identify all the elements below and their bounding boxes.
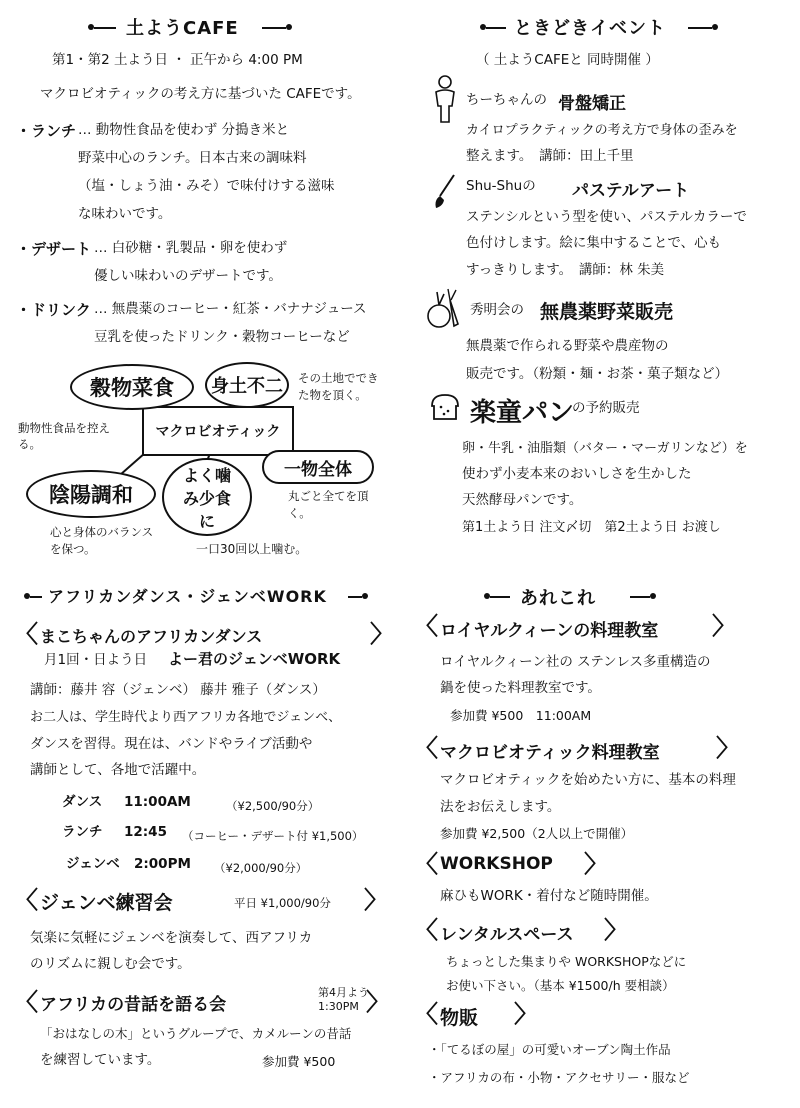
event-desc: すっきりします。 講師：林 朱美 [466,262,665,278]
misc-fee: 参加費 ¥500 11:00AM [450,708,592,723]
africa-line: 講師として、各地で活躍中。 [30,762,206,778]
title-rule [490,596,510,598]
diagram-node: 陰陽調和 [26,470,156,518]
title-ornament [286,24,292,30]
bracket-left: 〈 [414,850,438,878]
time-label: ジェンベ [66,856,120,872]
africa-line: お二人は、学生時代より西アフリカ各地でジェンベ、 [30,710,342,725]
bracket-right: 〉 [366,988,390,1016]
africa-when: 1:30PM [318,1000,359,1013]
africa-subtitle: まこちゃんのアフリカンダンス [40,627,263,646]
title-ornament [712,24,718,30]
event-name: 骨盤矯正 [558,94,626,114]
bracket-right: 〉 [712,612,736,640]
bracket-right: 〉 [364,886,388,914]
title-ornament [650,593,656,599]
dessert-line: 優しい味わいのデザートです。 [94,268,282,284]
bracket-left: 〈 [14,988,38,1016]
africa-title: アフリカンダンス・ジェンベWORK [48,587,327,606]
africa-price: 平日 ¥1,000/90分 [234,896,331,910]
title-rule [486,27,506,29]
title-ornament [362,593,368,599]
time-value: 12:45 [124,824,167,840]
africa-line: ダンスを習得。現在は、バンドやライブ活動や [30,736,313,752]
title-rule [262,27,286,29]
drink-line: 豆乳を使ったドリンク・穀物コーヒーなど [94,329,350,345]
time-note: （¥2,000/90分） [214,861,308,875]
africa-line: のリズムに親しむ会です。 [30,956,191,972]
africa-schedule: 月1回・日よう日 [44,652,148,668]
time-note: （コーヒー・デザート付 ¥1,500） [182,829,364,843]
diagram-node: 身土不二 [205,362,289,408]
diagram-note: その土地でできた物を頂く。 [298,371,379,402]
time-label: ランチ [62,824,103,840]
misc-line: 鍋を使った料理教室です。 [440,680,601,696]
cafe-title: 土ようCAFE [126,18,239,39]
dessert-line: … 白砂糖・乳製品・卵を使わず [94,240,288,256]
bracket-left: 〈 [14,620,38,648]
misc-line: ロイヤルクィーン社の ステンレス多重構造の [440,654,711,670]
drink-label: ・ドリンク [16,301,91,319]
title-rule [688,27,712,29]
event-desc: カイロプラクティックの考え方で身体の歪みを [466,123,738,138]
diagram-note: 丸ごと全てを頂く。 [288,489,369,520]
event-desc: 卵・牛乳・油脂類（バター・マーガリンなど）を [462,441,748,456]
event-desc: 販売です。（粉類・麺・お茶・菓子類など） [466,366,729,382]
bracket-left: 〈 [414,734,438,762]
event-prefix: 秀明会の [470,302,524,318]
time-value: 11:00AM [124,794,191,810]
bracket-right: 〉 [370,620,394,648]
event-name: パステルアート [572,181,690,201]
vegetable-icon [424,284,464,330]
diagram-node: 穀物菜食 [70,364,194,410]
lunch-line: 野菜中心のランチ。日本古来の調味料 [78,150,307,166]
dessert-label: ・デザート [16,240,92,258]
bracket-left: 〈 [414,1000,438,1028]
event-title: ときどきイベント [514,18,666,39]
misc-line: ちょっとした集まりや WORKSHOPなどに [446,954,687,969]
africa-subtitle: ジェンベ練習会 [40,892,173,914]
time-label: ダンス [62,794,103,810]
time-note: （¥2,500/90分） [226,799,320,813]
bracket-left: 〈 [414,916,438,944]
event-desc: 第1土よう日 注文〆切 第2土よう日 お渡し [462,520,721,535]
bracket-left: 〈 [414,612,438,640]
event-suffix: の予約販売 [572,400,640,416]
misc-item-title: レンタルスペース [440,925,574,945]
brush-icon [430,172,458,212]
event-prefix: ちーちゃんの [466,92,547,108]
title-rule [630,596,650,598]
africa-line: 気楽に気軽にジェンベを演奏して、西アフリカ [30,930,313,946]
africa-line: を練習しています。 [40,1052,161,1068]
misc-list-item: ・アフリカの布・小物・アクセサリー・服など [428,1070,690,1085]
africa-fee: 参加費 ¥500 [262,1054,336,1069]
person-icon [430,74,460,124]
misc-line: 麻ひもWORK・着付など随時開催。 [440,888,658,904]
event-prefix: Shu-Shuの [466,178,536,194]
lunch-line: な味わいです。 [78,206,172,222]
event-subtitle: （ 土ようCAFEと 同時開催 ） [476,52,659,68]
time-value: 2:00PM [134,856,191,872]
diagram-note: 一口30回以上噛む。 [196,542,308,556]
title-rule [348,596,362,598]
drink-line: … 無農薬のコーヒー・紅茶・バナナジュース [94,301,367,317]
event-desc: 整えます。 講師：田上千里 [466,148,634,164]
bracket-right: 〉 [716,734,740,762]
event-name: 楽童パン [470,398,575,428]
misc-title: あれこれ [520,588,596,609]
event-desc: 色付けします。絵に集中することで、心も [466,235,722,251]
misc-line: マクロビオティックを始めたい方に、基本の料理 [440,772,736,788]
bracket-left: 〈 [14,886,38,914]
title-rule [94,27,116,29]
diagram-node: よく噛み少食に [162,458,252,536]
misc-fee: 参加費 ¥2,500（2人以上で開催） [440,826,634,841]
event-desc: ステンシルという型を使い、パステルカラーで [466,209,747,225]
misc-line: 法をお伝えします。 [440,799,561,815]
bracket-right: 〉 [584,850,608,878]
cafe-intro: マクロビオティックの考え方に基づいた CAFEです。 [40,86,361,102]
bread-icon [428,392,462,422]
misc-item-title: 物販 [440,1007,479,1029]
misc-item-title: WORKSHOP [440,854,553,874]
bracket-right: 〉 [514,1000,538,1028]
diagram-note: 動物性食品を控える。 [18,421,110,452]
diagram-node: 一物全体 [262,450,374,484]
diagram-note: 心と身体のバランスを保つ。 [50,525,154,556]
lunch-line: （塩・しょう油・みそ）で味付けする滋味 [78,178,335,194]
africa-when: 第4月よう [318,986,369,999]
africa-schedule: よー君のジェンベWORK [168,650,341,668]
event-desc: 天然酵母パンです。 [462,492,583,508]
event-desc: 無農薬で作られる野菜や農産物の [466,338,669,354]
misc-line: お使い下さい。（基本 ¥1500/h 要相談） [446,978,675,993]
misc-item-title: ロイヤルクィーンの料理教室 [440,621,659,641]
africa-line: 「おはなしの木」というグループで、カメルーンの昔話 [40,1026,352,1041]
cafe-schedule: 第1・第2 土よう日 ・ 正午から 4:00 PM [52,52,303,68]
lunch-line: … 動物性食品を使わず 分搗き米と [78,122,290,138]
misc-list-item: ・「てるぼの屋」の可愛いオーブン陶土作品 [428,1042,671,1057]
title-rule [30,596,42,598]
event-name: 無農薬野菜販売 [540,301,674,323]
misc-item-title: マクロビオティック料理教室 [440,743,660,763]
diagram-center: マクロビオティック [142,406,294,456]
bracket-right: 〉 [604,916,628,944]
lunch-label: ・ランチ [16,122,77,140]
africa-subtitle: アフリカの昔話を語る会 [40,995,227,1015]
event-desc: 使わず小麦本来のおいしさを生かした [462,466,692,482]
africa-line: 講師：藤井 容（ジェンベ） 藤井 雅子（ダンス） [30,682,326,698]
